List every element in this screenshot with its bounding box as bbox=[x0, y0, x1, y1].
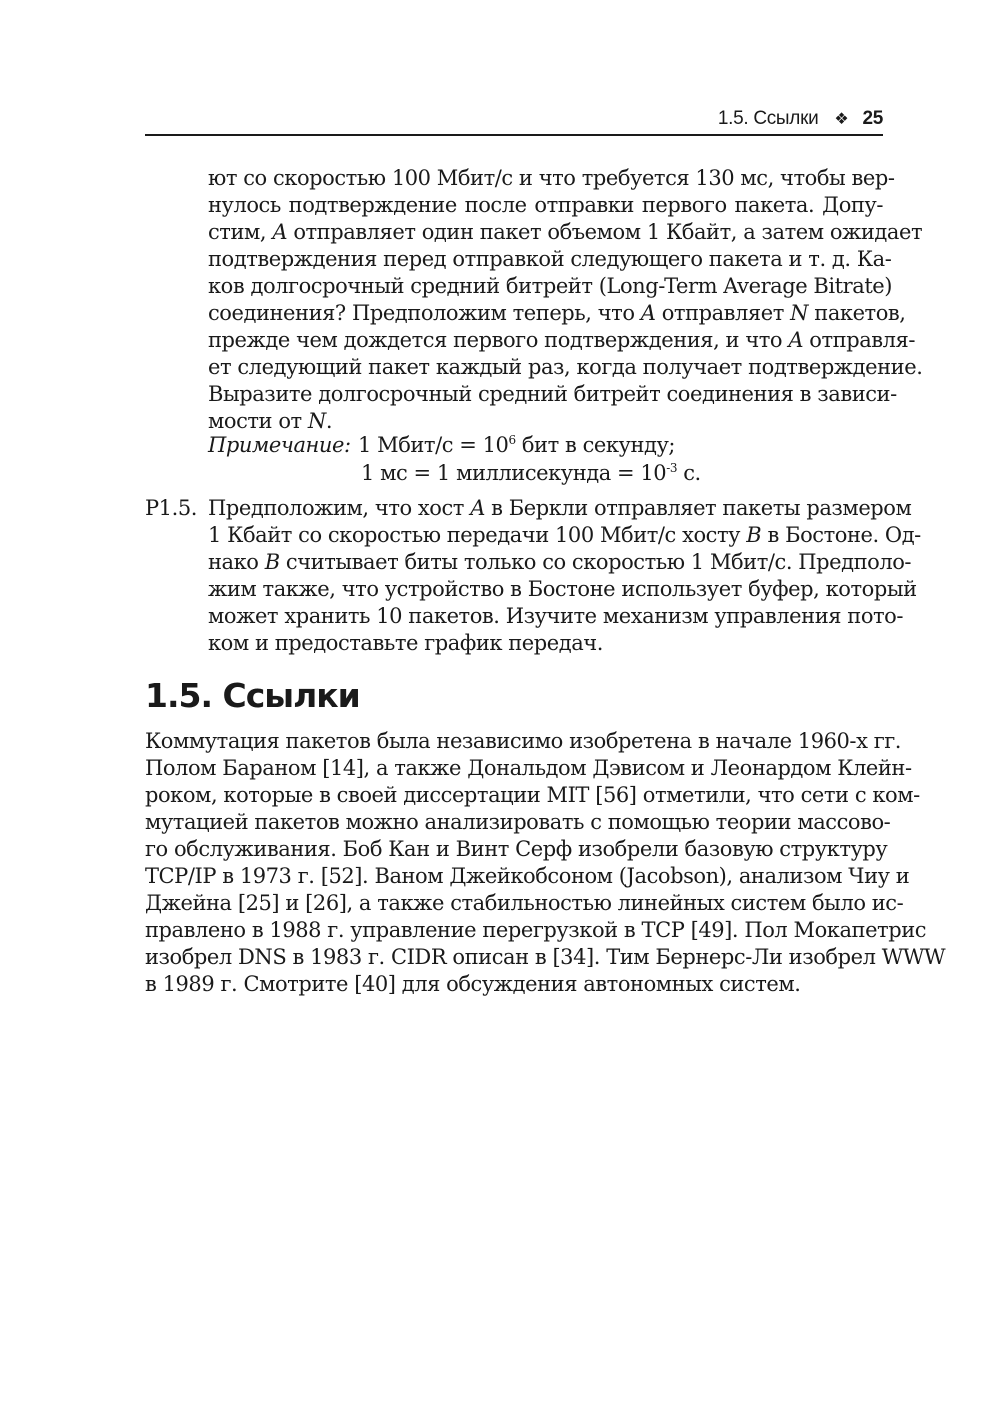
text-line: нулось подтверждение после отправки первого пакета. Допу- bbox=[208, 193, 883, 217]
note-line2-sup: -3 bbox=[666, 461, 678, 475]
text-line: изобрел DNS в 1983 г. CIDR описан в [34]. Тим Бернерс-Ли изобрел WWW bbox=[145, 945, 946, 969]
italic-variable: A bbox=[788, 328, 804, 352]
note-line1-b: бит в секунду; bbox=[515, 433, 676, 457]
problem-p15-label: P1.5. bbox=[145, 496, 197, 520]
text-line: соединения? Предположим теперь, что A отправляет N пакетов, bbox=[208, 301, 906, 325]
italic-variable: B bbox=[746, 523, 762, 547]
note-label: Примечание: bbox=[208, 433, 351, 457]
text-line: может хранить 10 пакетов. Изучите механизм управления пото- bbox=[208, 604, 904, 628]
text-line: Джейна [25] и [26], а также стабильностью линейных систем было ис- bbox=[145, 891, 904, 915]
text-line: прежде чем дождется первого подтверждения, и что A отправля- bbox=[208, 328, 915, 352]
italic-variable: A bbox=[640, 301, 656, 325]
note-line1-a: 1 Мбит/с = 10 bbox=[358, 433, 509, 457]
text-line: правлено в 1988 г. управление перегрузкой в TCP [49]. Пол Мокапетрис bbox=[145, 918, 927, 942]
note-line1-sup: 6 bbox=[508, 433, 516, 447]
text-line: Выразите долгосрочный средний битрейт соединения в зависи- bbox=[208, 382, 897, 406]
note-row-1 bbox=[208, 431, 883, 459]
running-head bbox=[145, 108, 883, 136]
references-paragraph bbox=[145, 728, 946, 998]
note-line2-b: с. bbox=[677, 461, 701, 485]
text-line: Предположим, что хост A в Беркли отправляет пакеты размером bbox=[208, 496, 912, 520]
text-line: Полом Бараном [14], а также Дональдом Дэвисом и Леонардом Клейн- bbox=[145, 756, 912, 780]
text-line: ют со скоростью 100 Мбит/с и что требуется 130 мс, чтобы вер- bbox=[208, 166, 895, 190]
note-line2-a: 1 мс = 1 миллисекунда = 10 bbox=[361, 461, 667, 485]
italic-variable: N bbox=[790, 301, 809, 325]
text-line: мости от N. bbox=[208, 409, 333, 433]
page-number: 25 bbox=[862, 108, 883, 129]
problem-p14-continued bbox=[208, 165, 923, 435]
text-line: роком, которые в своей диссертации MIT [56] отметили, что сети с ком- bbox=[145, 783, 920, 807]
problem-p15-text bbox=[208, 495, 921, 657]
text-line: жим также, что устройство в Бостоне использует буфер, который bbox=[208, 577, 917, 601]
text-line: ком и предоставьте график передач. bbox=[208, 631, 603, 655]
running-head-section: 1.5. Ссылки bbox=[717, 108, 819, 129]
note bbox=[208, 431, 883, 487]
text-line: 1 Кбайт со скоростью передачи 100 Мбит/с хосту B в Бостоне. Од- bbox=[208, 523, 921, 547]
italic-variable: B bbox=[264, 550, 280, 574]
text-line: стим, A отправляет один пакет объемом 1 Кбайт, а затем ожидает bbox=[208, 220, 923, 244]
note-row-2 bbox=[208, 459, 883, 487]
italic-variable: N bbox=[307, 409, 326, 433]
text-line: мутацией пакетов можно анализировать с помощью теории массово- bbox=[145, 810, 891, 834]
text-line: го обслуживания. Боб Кан и Винт Серф изобрели базовую структуру bbox=[145, 837, 888, 861]
italic-variable: A bbox=[272, 220, 288, 244]
diamond-ornament-icon: ❖ bbox=[834, 111, 849, 128]
text-line: TCP/IP в 1973 г. [52]. Ваном Джейкобсоном (Jacobson), анализом Чиу и bbox=[145, 864, 910, 888]
section-heading: 1.5. Ссылки bbox=[145, 676, 360, 715]
italic-variable: A bbox=[470, 496, 485, 520]
text-line: подтверждения перед отправкой следующего пакета и т. д. Ка- bbox=[208, 247, 892, 271]
text-line: в 1989 г. Смотрите [40] для обсуждения автономных систем. bbox=[145, 972, 801, 996]
text-line: Коммутация пакетов была независимо изобретена в начале 1960-х гг. bbox=[145, 729, 902, 753]
text-line: ков долгосрочный средний битрейт (Long-Term Average Bitrate) bbox=[208, 274, 893, 298]
text-line: ет следующий пакет каждый раз, когда получает подтверждение. bbox=[208, 355, 923, 379]
text-line: нако B считывает биты только со скоростью 1 Мбит/с. Предполо- bbox=[208, 550, 912, 574]
